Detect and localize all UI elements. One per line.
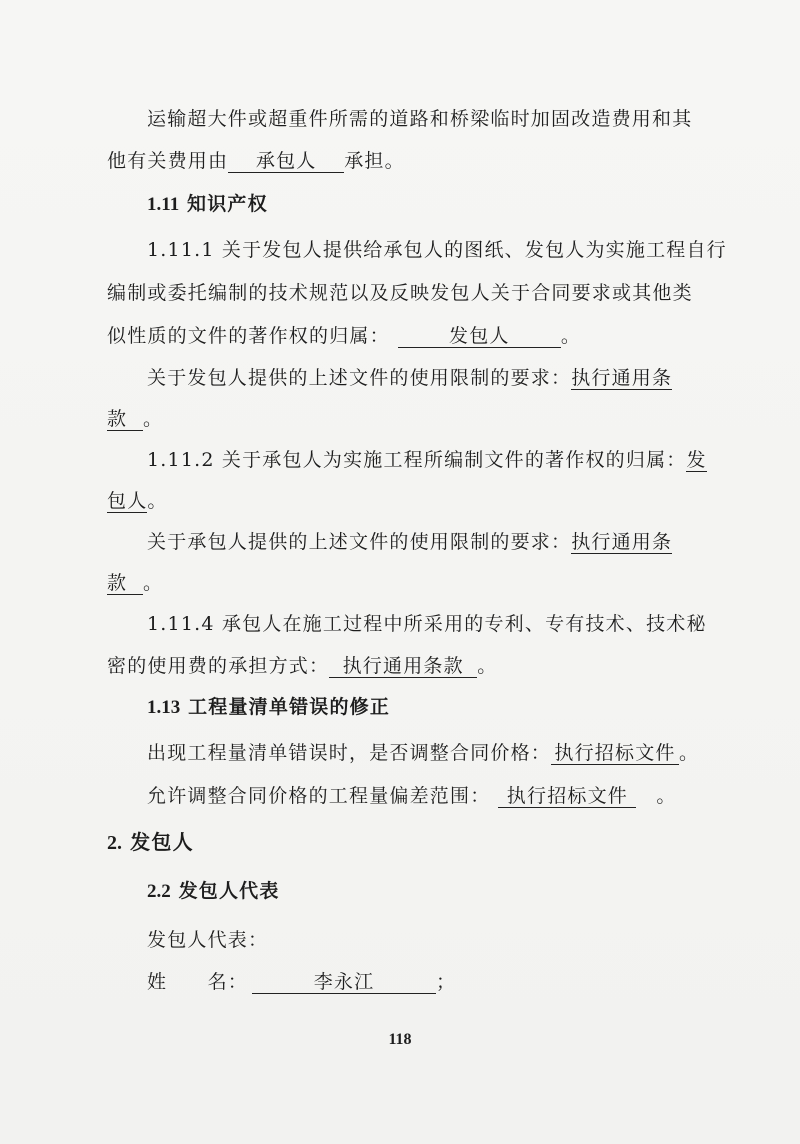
underlined-value: 包人 bbox=[107, 490, 148, 512]
name-value: 李永江 bbox=[252, 971, 436, 994]
text: 。 bbox=[143, 572, 164, 594]
paragraph-line bbox=[107, 569, 163, 597]
text: 允许调整合同价格的工程量偏差范围： bbox=[147, 785, 491, 807]
heading-title: 发包人代表 bbox=[178, 880, 280, 902]
chapter-heading bbox=[107, 828, 194, 857]
text: 1.11.2 关于承包人为实施工程所编制文件的著作权的归属： bbox=[147, 449, 687, 471]
underlined-value: 发包人 bbox=[398, 325, 561, 348]
paragraph-line: 发包人代表： bbox=[147, 929, 269, 951]
underlined-value: 执行通用条 bbox=[571, 531, 673, 553]
paragraph-line bbox=[147, 364, 672, 392]
paragraph-line bbox=[107, 652, 497, 680]
paragraph-line bbox=[107, 147, 405, 175]
text: 他有关费用由 bbox=[107, 150, 229, 172]
heading-number: 2.2 bbox=[147, 881, 171, 902]
text: 。 bbox=[679, 742, 700, 764]
section-heading bbox=[147, 877, 280, 906]
paragraph-line bbox=[147, 739, 699, 767]
heading-number: 2. bbox=[107, 832, 122, 854]
text: 。 bbox=[560, 325, 582, 347]
heading-number: 1.11 bbox=[147, 194, 180, 215]
paragraph-line bbox=[147, 528, 672, 556]
paragraph-line: 运输超大件或超重件所需的道路和桥梁临时加固改造费用和其 bbox=[147, 108, 693, 130]
text: 。 bbox=[143, 408, 164, 430]
heading-title: 知识产权 bbox=[187, 193, 268, 215]
underlined-value: 执行招标文件 bbox=[498, 785, 636, 808]
section-heading bbox=[147, 190, 268, 219]
underlined-value: 款 bbox=[107, 408, 143, 431]
underlined-value: 发 bbox=[686, 449, 707, 471]
heading-number: 1.13 bbox=[147, 697, 181, 718]
section-heading bbox=[147, 693, 390, 722]
heading-title: 工程量清单错误的修正 bbox=[188, 696, 391, 718]
text: 关于承包人提供的上述文件的使用限制的要求： bbox=[147, 531, 572, 553]
text: 关于发包人提供的上述文件的使用限制的要求： bbox=[147, 367, 572, 389]
text: 。 bbox=[656, 785, 677, 807]
text: 似性质的文件的著作权的归属： bbox=[107, 325, 390, 347]
underlined-value: 执行通用条款 bbox=[329, 655, 477, 678]
paragraph-line bbox=[107, 487, 168, 515]
paragraph-line bbox=[147, 968, 456, 996]
text: 。 bbox=[147, 490, 168, 512]
underlined-value: 执行通用条 bbox=[571, 367, 673, 389]
paragraph-line bbox=[147, 782, 677, 810]
text: 承担。 bbox=[344, 150, 405, 172]
field-label: 姓 名： bbox=[147, 971, 249, 993]
text: 密的使用费的承担方式： bbox=[107, 655, 330, 677]
paragraph-line: 1.11.1 关于发包人提供给承包人的图纸、发包人为实施工程自行 bbox=[147, 239, 727, 261]
text: 。 bbox=[477, 655, 498, 677]
paragraph-line bbox=[147, 446, 707, 474]
paragraph-line bbox=[107, 405, 163, 433]
text: ； bbox=[436, 971, 457, 993]
paragraph-line: 1.11.4 承包人在施工过程中所采用的专利、专有技术、技术秘 bbox=[147, 613, 707, 635]
page-number: 118 bbox=[388, 1031, 412, 1048]
text: 出现工程量清单错误时，是否调整合同价格： bbox=[147, 742, 552, 764]
heading-title: 发包人 bbox=[130, 830, 194, 854]
underlined-value: 承包人 bbox=[228, 150, 344, 173]
underlined-value: 执行招标文件 bbox=[551, 742, 679, 765]
underlined-value: 款 bbox=[107, 572, 143, 595]
paragraph-line: 编制或委托编制的技术规范以及反映发包人关于合同要求或其他类 bbox=[107, 282, 693, 304]
paragraph-line bbox=[107, 322, 581, 350]
